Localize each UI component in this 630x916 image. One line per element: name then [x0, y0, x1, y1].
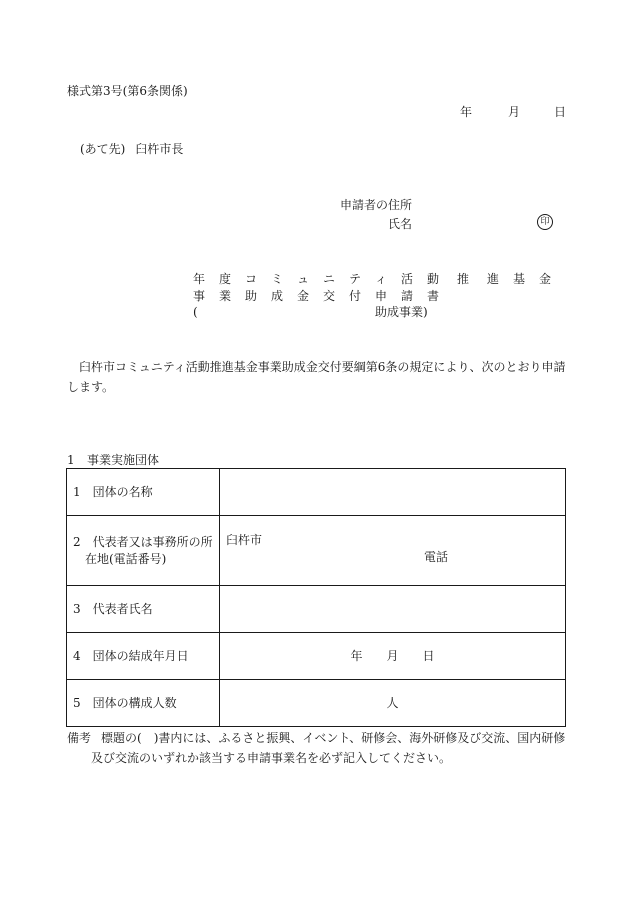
title-char: 金	[539, 272, 552, 286]
title-char: 動	[427, 272, 440, 286]
section-number: 1	[67, 453, 75, 467]
title-char: 請	[401, 289, 414, 303]
founding-year-label: 年	[350, 649, 363, 663]
title-line-2	[193, 290, 553, 304]
form-number: 様式第3号(第6条関係)	[67, 84, 188, 98]
remarks-note	[67, 728, 572, 768]
title-char: ュ	[297, 272, 310, 286]
remarks-line-1: 標題の( )書内には、ふるさと振興、イベント、研修会、海外研修及び交流、国内研修	[101, 731, 566, 745]
row-label-rep-name: 3 代表者氏名	[67, 586, 220, 633]
representative-address-field[interactable]	[220, 516, 566, 586]
title-char: 申	[375, 289, 388, 303]
addressee-to-label: (あて先)	[80, 142, 126, 156]
date-line	[456, 106, 566, 118]
title-char: 推	[457, 272, 470, 286]
application-statement: 臼杵市コミュニティ活動推進基金事業助成金交付要綱第6条の規定により、次のとおり申請します。	[67, 360, 566, 394]
rep-name-field[interactable]	[220, 586, 566, 633]
title-char: 事	[193, 289, 206, 303]
applicant-address-label: 申請者の住所	[340, 198, 413, 212]
title-char: 年	[193, 272, 206, 286]
title-char: 金	[297, 289, 310, 303]
title-char: 付	[349, 289, 362, 303]
founding-day-label: 日	[422, 649, 435, 663]
title-char: ニ	[323, 272, 336, 286]
title-char: 書	[427, 289, 440, 303]
org-name-field[interactable]	[220, 469, 566, 516]
date-year-label: 年	[460, 105, 473, 119]
title-char: 交	[323, 289, 336, 303]
table-row	[67, 586, 566, 633]
table-row	[67, 469, 566, 516]
row-label-line2: 在地(電話番号)	[85, 551, 167, 566]
founding-month-label: 月	[386, 649, 399, 663]
organization-table	[66, 468, 566, 727]
title-char: 進	[487, 272, 500, 286]
addressee-recipient: 臼杵市長	[135, 142, 184, 156]
title-char: コ	[245, 272, 258, 286]
section-heading	[67, 454, 159, 466]
remarks-label: 備考	[67, 731, 92, 745]
addressee	[80, 143, 183, 155]
row-label-line1: 2 代表者又は事務所の所	[73, 534, 213, 549]
date-month-label: 月	[508, 105, 521, 119]
table-row	[67, 633, 566, 680]
row-label-org-name: 1 団体の名称	[67, 469, 220, 516]
title-char: テ	[349, 272, 362, 286]
remarks-line-2: 及び交流のいずれか該当する申請事業名を必ず記入してください。	[91, 751, 452, 765]
seal-mark: 印	[537, 214, 553, 230]
title-char: ィ	[375, 272, 388, 286]
title-project-suffix: 助成事業)	[375, 305, 428, 319]
title-char: 活	[401, 272, 414, 286]
row-label-representative	[67, 516, 220, 586]
city-prefix: 臼杵市	[226, 533, 263, 547]
title-char: 業	[219, 289, 232, 303]
table-row	[67, 516, 566, 586]
table-row	[67, 680, 566, 727]
member-count-unit: 人	[386, 696, 399, 710]
row-label-member-count: 5 団体の構成人数	[67, 680, 220, 727]
member-count-field[interactable]	[220, 680, 566, 727]
row-label-founding-date: 4 団体の結成年月日	[67, 633, 220, 680]
title-char: ミ	[271, 272, 284, 286]
section-title: 事業実施団体	[87, 453, 160, 467]
date-day-label: 日	[554, 105, 567, 119]
founding-date-field[interactable]	[220, 633, 566, 680]
applicant-name-label: 氏名	[388, 217, 413, 231]
title-paren-open: (	[193, 305, 198, 319]
title-line-3	[193, 306, 433, 320]
phone-label: 電話	[424, 550, 449, 564]
title-char: 成	[271, 289, 284, 303]
title-char: 基	[513, 272, 526, 286]
title-line-1	[193, 273, 553, 287]
title-char: 度	[219, 272, 232, 286]
title-char: 助	[245, 289, 258, 303]
